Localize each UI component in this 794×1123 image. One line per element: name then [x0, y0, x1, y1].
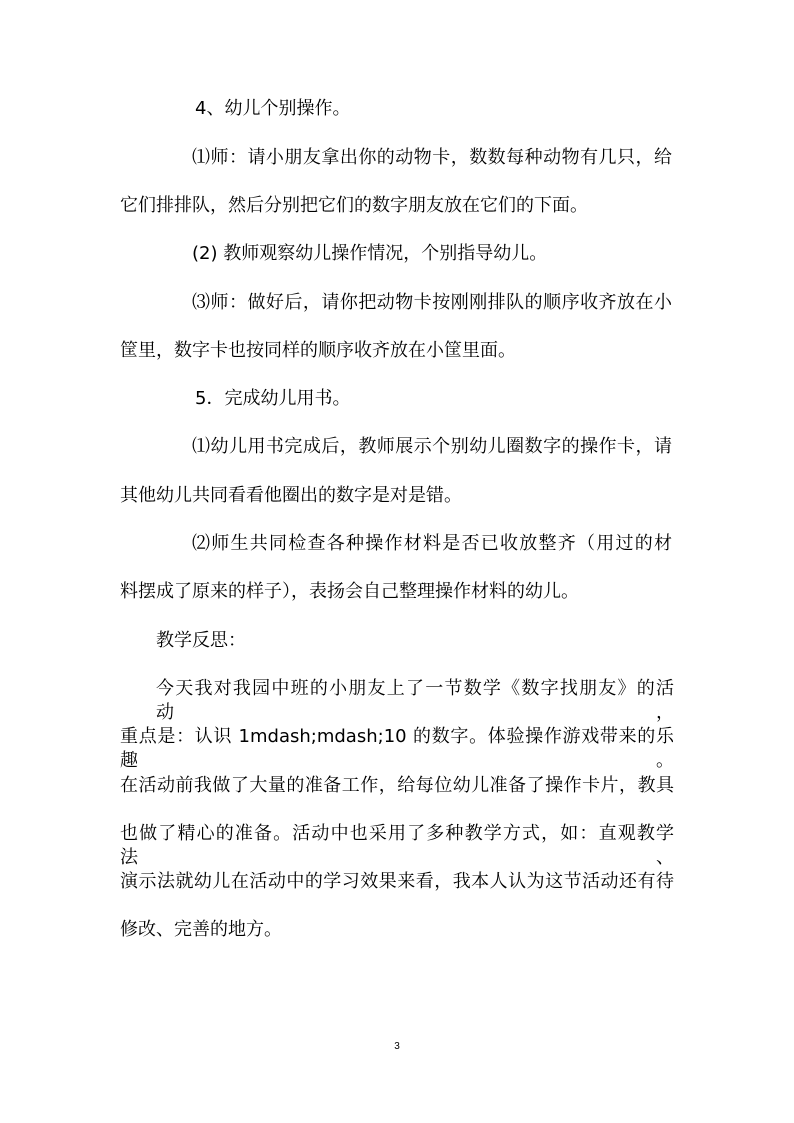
paragraph-line: 也做了精心的准备。活动中也采用了多种教学方式，如：直观教学法、 [120, 823, 674, 868]
paragraph-line: 重点是：认识 1mdash;mdash;10 的数字。体验操作游戏带来的乐趣。 [120, 726, 674, 771]
paragraph-line: 在活动前我做了大量的准备工作，给每位幼儿准备了操作卡片，教具 [120, 775, 674, 796]
paragraph-line: ⑴师：请小朋友拿出你的动物卡，数数每种动物有几只，给 [192, 147, 672, 168]
paragraph-line: 它们排排队，然后分别把它们的数字朋友放在它们的下面。 [120, 195, 588, 216]
paragraph-line: 料摆成了原来的样子），表扬会自己整理操作材料的幼儿。 [120, 581, 579, 602]
paragraph-line: ⑴幼儿用书完成后，教师展示个别幼儿圈数字的操作卡，请 [192, 436, 672, 457]
reflection-heading: 教学反思： [156, 630, 246, 651]
page-number: 3 [394, 1041, 400, 1052]
paragraph-line: 修改、完善的地方。 [120, 919, 282, 940]
section-heading-4: 4、幼儿个别操作。 [195, 98, 351, 119]
paragraph-line: ⑵师生共同检查各种操作材料是否已收放整齐（用过的材 [192, 533, 672, 554]
section-heading-5: 5．完成幼儿用书。 [195, 388, 351, 409]
paragraph-line: ⑶师：做好后，请你把动物卡按刚刚排队的顺序收齐放在小 [192, 292, 672, 313]
paragraph-line: 其他幼儿共同看看他圈出的数字是对是错。 [120, 485, 462, 506]
paragraph-line: 筐里，数字卡也按同样的顺序收齐放在小筐里面。 [120, 340, 516, 361]
paragraph-line: 今天我对我园中班的小朋友上了一节数学《数字找朋友》的活动， [156, 678, 674, 723]
paragraph-line: 演示法就幼儿在活动中的学习效果来看，我本人认为这节活动还有待 [120, 871, 674, 892]
paragraph-line: (2) 教师观察幼儿操作情况，个别指导幼儿。 [192, 243, 548, 264]
